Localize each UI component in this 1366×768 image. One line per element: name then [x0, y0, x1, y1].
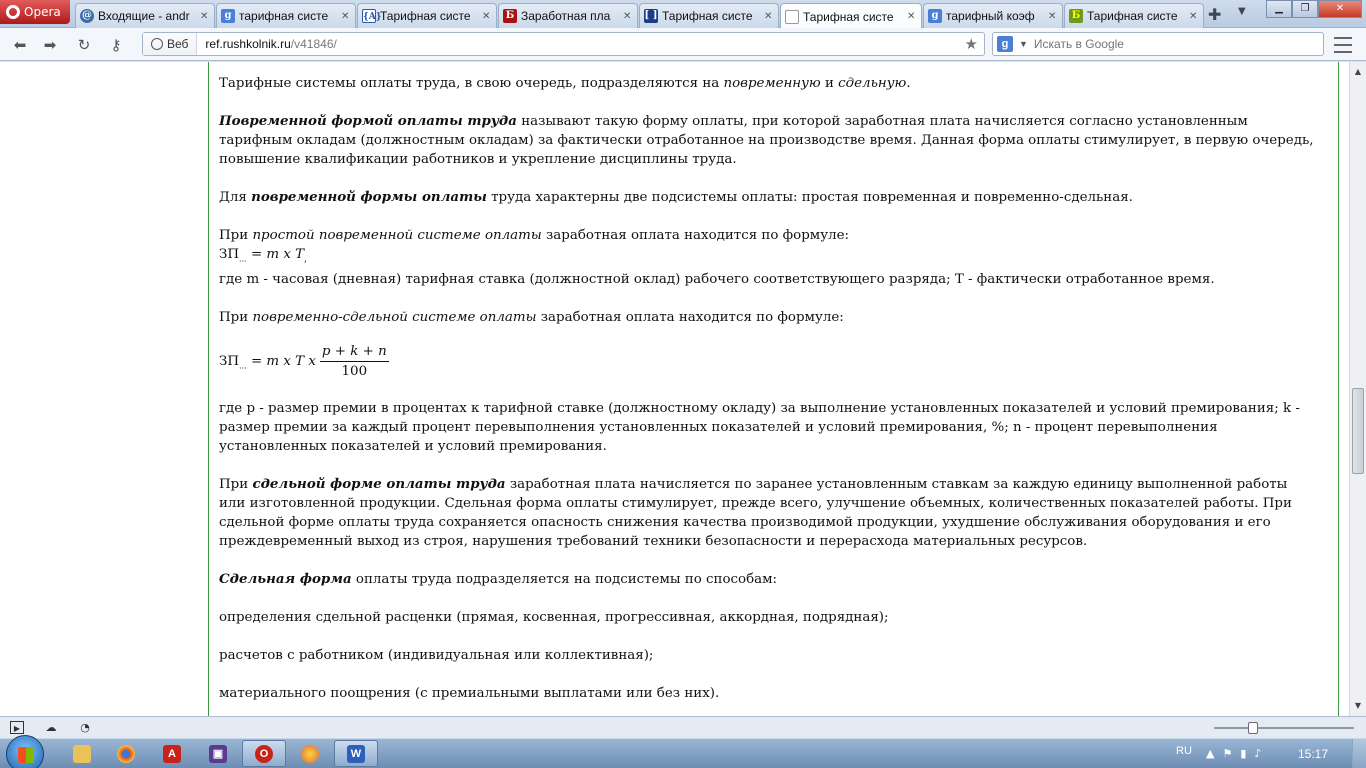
close-icon[interactable]: ✕ [482, 10, 491, 22]
chevron-down-icon[interactable]: ▼ [1019, 39, 1028, 49]
site-badge-label: Веб [167, 37, 189, 51]
search-box[interactable] [992, 32, 1324, 56]
opera-menu-label: Opera [24, 5, 61, 19]
panel-toggle-icon[interactable]: ▶ [10, 721, 24, 734]
taskbar-chrome[interactable] [104, 740, 148, 767]
window-controls [1266, 0, 1362, 18]
taskbar-explorer[interactable] [60, 740, 104, 767]
status-bar [0, 716, 1366, 738]
paragraph-piece-form: При сдельной форме оплаты труда заработная плата начисляется по заранее установленным ставкам за каждую единицу выполненной работы или изготовленной продукции. Сдельная форма оплаты стимулирует, прежде всего, улучшение объемных, количественных показателей работы. При сдельной форме оплаты труда сохраняется опасность снижения качества производимой продукции, ухудшение обслуживания оборудования и его преждевременный выход из строя, нарушения требований техники безопасности и перерасхода материальных ресурсов. [219, 475, 1292, 549]
search-input[interactable] [1034, 37, 1294, 51]
paragraph-simple-time: При простой повременной системе оплаты заработная оплата находится по формуле: [219, 228, 850, 243]
site-badge[interactable] [143, 33, 197, 55]
tab-title: Заработная пла [521, 9, 611, 23]
maximize-button[interactable]: ❐ [1292, 0, 1318, 18]
page-viewport [0, 62, 1366, 716]
paragraph-time-piece-legend: где p - размер премии в процентах к тарифной ставке (должностному окладу) за выполнение установленных показателей и условий премирования; k - размер премии за каждый процент перевыполнения установленных показателей и условий премирования, %; n - процент перевыполнения установленных показателей и условий премирования. [219, 400, 1300, 454]
list-item: расчетов с работником (индивидуальная или коллективная); [219, 647, 654, 663]
flag-icon[interactable]: ⚑ [1222, 747, 1233, 760]
scroll-down-arrow-icon[interactable]: ▼ [1354, 701, 1362, 710]
back-button[interactable]: ⬅ [13, 36, 27, 54]
close-icon[interactable]: ✕ [623, 10, 632, 22]
google-icon[interactable]: g [997, 36, 1013, 52]
b-letter-icon: Б [1069, 9, 1083, 23]
tab-google-search-1[interactable] [216, 3, 356, 28]
close-icon[interactable]: ✕ [1048, 10, 1057, 22]
globe-icon [151, 38, 163, 50]
tab-title: Тарифная систе [803, 9, 894, 24]
tab-title: тарифный коэф [946, 9, 1035, 23]
chrome-icon [117, 745, 135, 763]
close-window-button[interactable]: ✕ [1318, 0, 1362, 18]
opera-icon: O [255, 745, 273, 763]
close-icon[interactable]: ✕ [764, 10, 773, 22]
list-item: материального поощрения (с премиальными выплатами или без них). [219, 685, 720, 701]
paragraph-intro: Тарифные системы оплаты труда, в свою очередь, подразделяются на повременную и сдельную. [219, 76, 911, 91]
formula-time-piece: $ЗП_{...} = m$ x T x $\frac{p + k + n}{100}$ [219, 343, 387, 379]
paragraph-time-piece: При повременно-сдельной системе оплаты заработная оплата находится по формуле: [219, 309, 844, 325]
tab-title: Тарифная систе [380, 9, 471, 23]
page-icon [785, 10, 799, 24]
tab-title: Входящие - andr [98, 9, 190, 23]
folder-icon [73, 745, 91, 763]
mail-icon: @ [82, 10, 92, 21]
google-icon: g [928, 9, 942, 23]
paragraph-piece-subsystems: Сдельная форма оплаты труда подразделяется на подсистемы по способам: [219, 570, 778, 587]
chevron-up-icon[interactable]: ▲ [1206, 747, 1215, 760]
paragraph-time-subsystems: Для повременной формы оплаты труда характерны две подсистемы оплаты: простая повременная и повременно-сдельная. [219, 189, 1133, 205]
paragraph-time-based: Повременной формой оплаты труда называют такую форму оплаты, при которой заработная плата начисляется согласно установленным тарифным окладам (должностным окладам) за фактически отработанное на производстве время. Данная форма оплаты стимулирует, в первую очередь, повышение квалификации работников и укрепление дисциплины труда. [219, 113, 1314, 167]
tab-google-search-2[interactable] [923, 3, 1063, 28]
close-icon[interactable]: ✕ [907, 11, 916, 22]
tab-tariff-system-2[interactable] [639, 3, 779, 28]
zoom-slider-knob[interactable] [1248, 722, 1258, 734]
zoom-slider[interactable] [1214, 727, 1354, 729]
tab-title: тарифная систе [239, 9, 329, 23]
close-icon[interactable]: ✕ [341, 10, 350, 22]
tab-inbox[interactable] [75, 3, 215, 28]
firefox-icon [301, 745, 319, 763]
taskbar-opera[interactable] [242, 740, 286, 767]
scrollbar-thumb[interactable] [1352, 388, 1364, 474]
clock[interactable]: 15:17 [1298, 747, 1329, 761]
forward-button[interactable]: ➡ [43, 36, 57, 54]
address-bar[interactable] [142, 32, 985, 56]
tab-wages[interactable] [498, 3, 638, 28]
tab-title: Тарифная систе [662, 9, 753, 23]
corner-brackets-icon: {A} [362, 9, 376, 23]
new-tab-button[interactable]: ✚ [1208, 5, 1222, 24]
network-icon[interactable]: ▮ [1240, 747, 1247, 760]
acrobat-icon: A [163, 745, 181, 763]
list-item: определения сдельной расценки (прямая, косвенная, прогрессивная, аккордная, подрядная); [219, 609, 889, 625]
tab-strip [0, 0, 1366, 28]
windows-logo-icon [18, 747, 34, 763]
google-icon: g [221, 9, 235, 23]
language-indicator[interactable]: RU [1176, 745, 1192, 757]
tab-title: Тарифная систе [1087, 9, 1178, 23]
system-tray [1206, 747, 1261, 760]
paragraph-simple-legend: где m - часовая (дневная) тарифная ставка (должностной оклад) рабочего соответствующего разряда; T - фактически отработанное время. [219, 271, 1215, 287]
minimize-button[interactable]: ▁ [1266, 0, 1292, 18]
url-host: ref.rushkolnik.ru [205, 37, 291, 51]
cloud-icon[interactable]: ☁ [45, 721, 57, 734]
tab-tariff-system-active[interactable] [780, 3, 922, 29]
floppy-icon: ▣ [209, 745, 227, 763]
taskbar-firefox[interactable] [288, 740, 332, 767]
fraction: $\frac{p + k + n}{100}$ [321, 343, 387, 379]
vertical-scrollbar[interactable] [1349, 62, 1366, 716]
navigation-bar [0, 28, 1366, 61]
tab-tariff-system-3[interactable] [1064, 3, 1204, 28]
url-text[interactable] [197, 37, 336, 51]
taskbar-acrobat[interactable] [150, 740, 194, 767]
tab-menu-button[interactable]: ▼ [1238, 6, 1246, 17]
close-icon[interactable]: ✕ [200, 10, 209, 22]
key-icon[interactable]: ⚷ [110, 36, 122, 54]
volume-icon[interactable]: ♪ [1254, 747, 1262, 760]
panel-toggle-icon[interactable] [1334, 37, 1352, 53]
tab-tariff-system-1[interactable] [357, 3, 497, 28]
close-icon[interactable]: ✕ [1189, 10, 1198, 22]
show-desktop-button[interactable] [1352, 739, 1366, 768]
reload-button[interactable]: ↻ [77, 36, 91, 54]
url-path: /v41846/ [290, 37, 337, 51]
square-brackets-icon: [ ] [644, 10, 658, 21]
formula-simple: $ЗП_{...} = m$ x $T_,$ [219, 247, 307, 265]
opera-menu-button[interactable] [0, 0, 70, 24]
taskbar-word[interactable] [334, 740, 378, 767]
speed-dial-icon[interactable]: ◔ [80, 721, 90, 734]
start-button[interactable] [6, 735, 44, 768]
b-letter-icon: Б [503, 9, 517, 23]
windows-taskbar [0, 738, 1366, 768]
taskbar-save-app[interactable] [196, 740, 240, 767]
word-icon: W [347, 745, 365, 763]
bookmark-star-icon[interactable]: ★ [964, 36, 978, 53]
article [219, 74, 1314, 716]
scroll-up-arrow-icon[interactable]: ▲ [1354, 67, 1362, 76]
opera-logo-icon [6, 5, 20, 19]
